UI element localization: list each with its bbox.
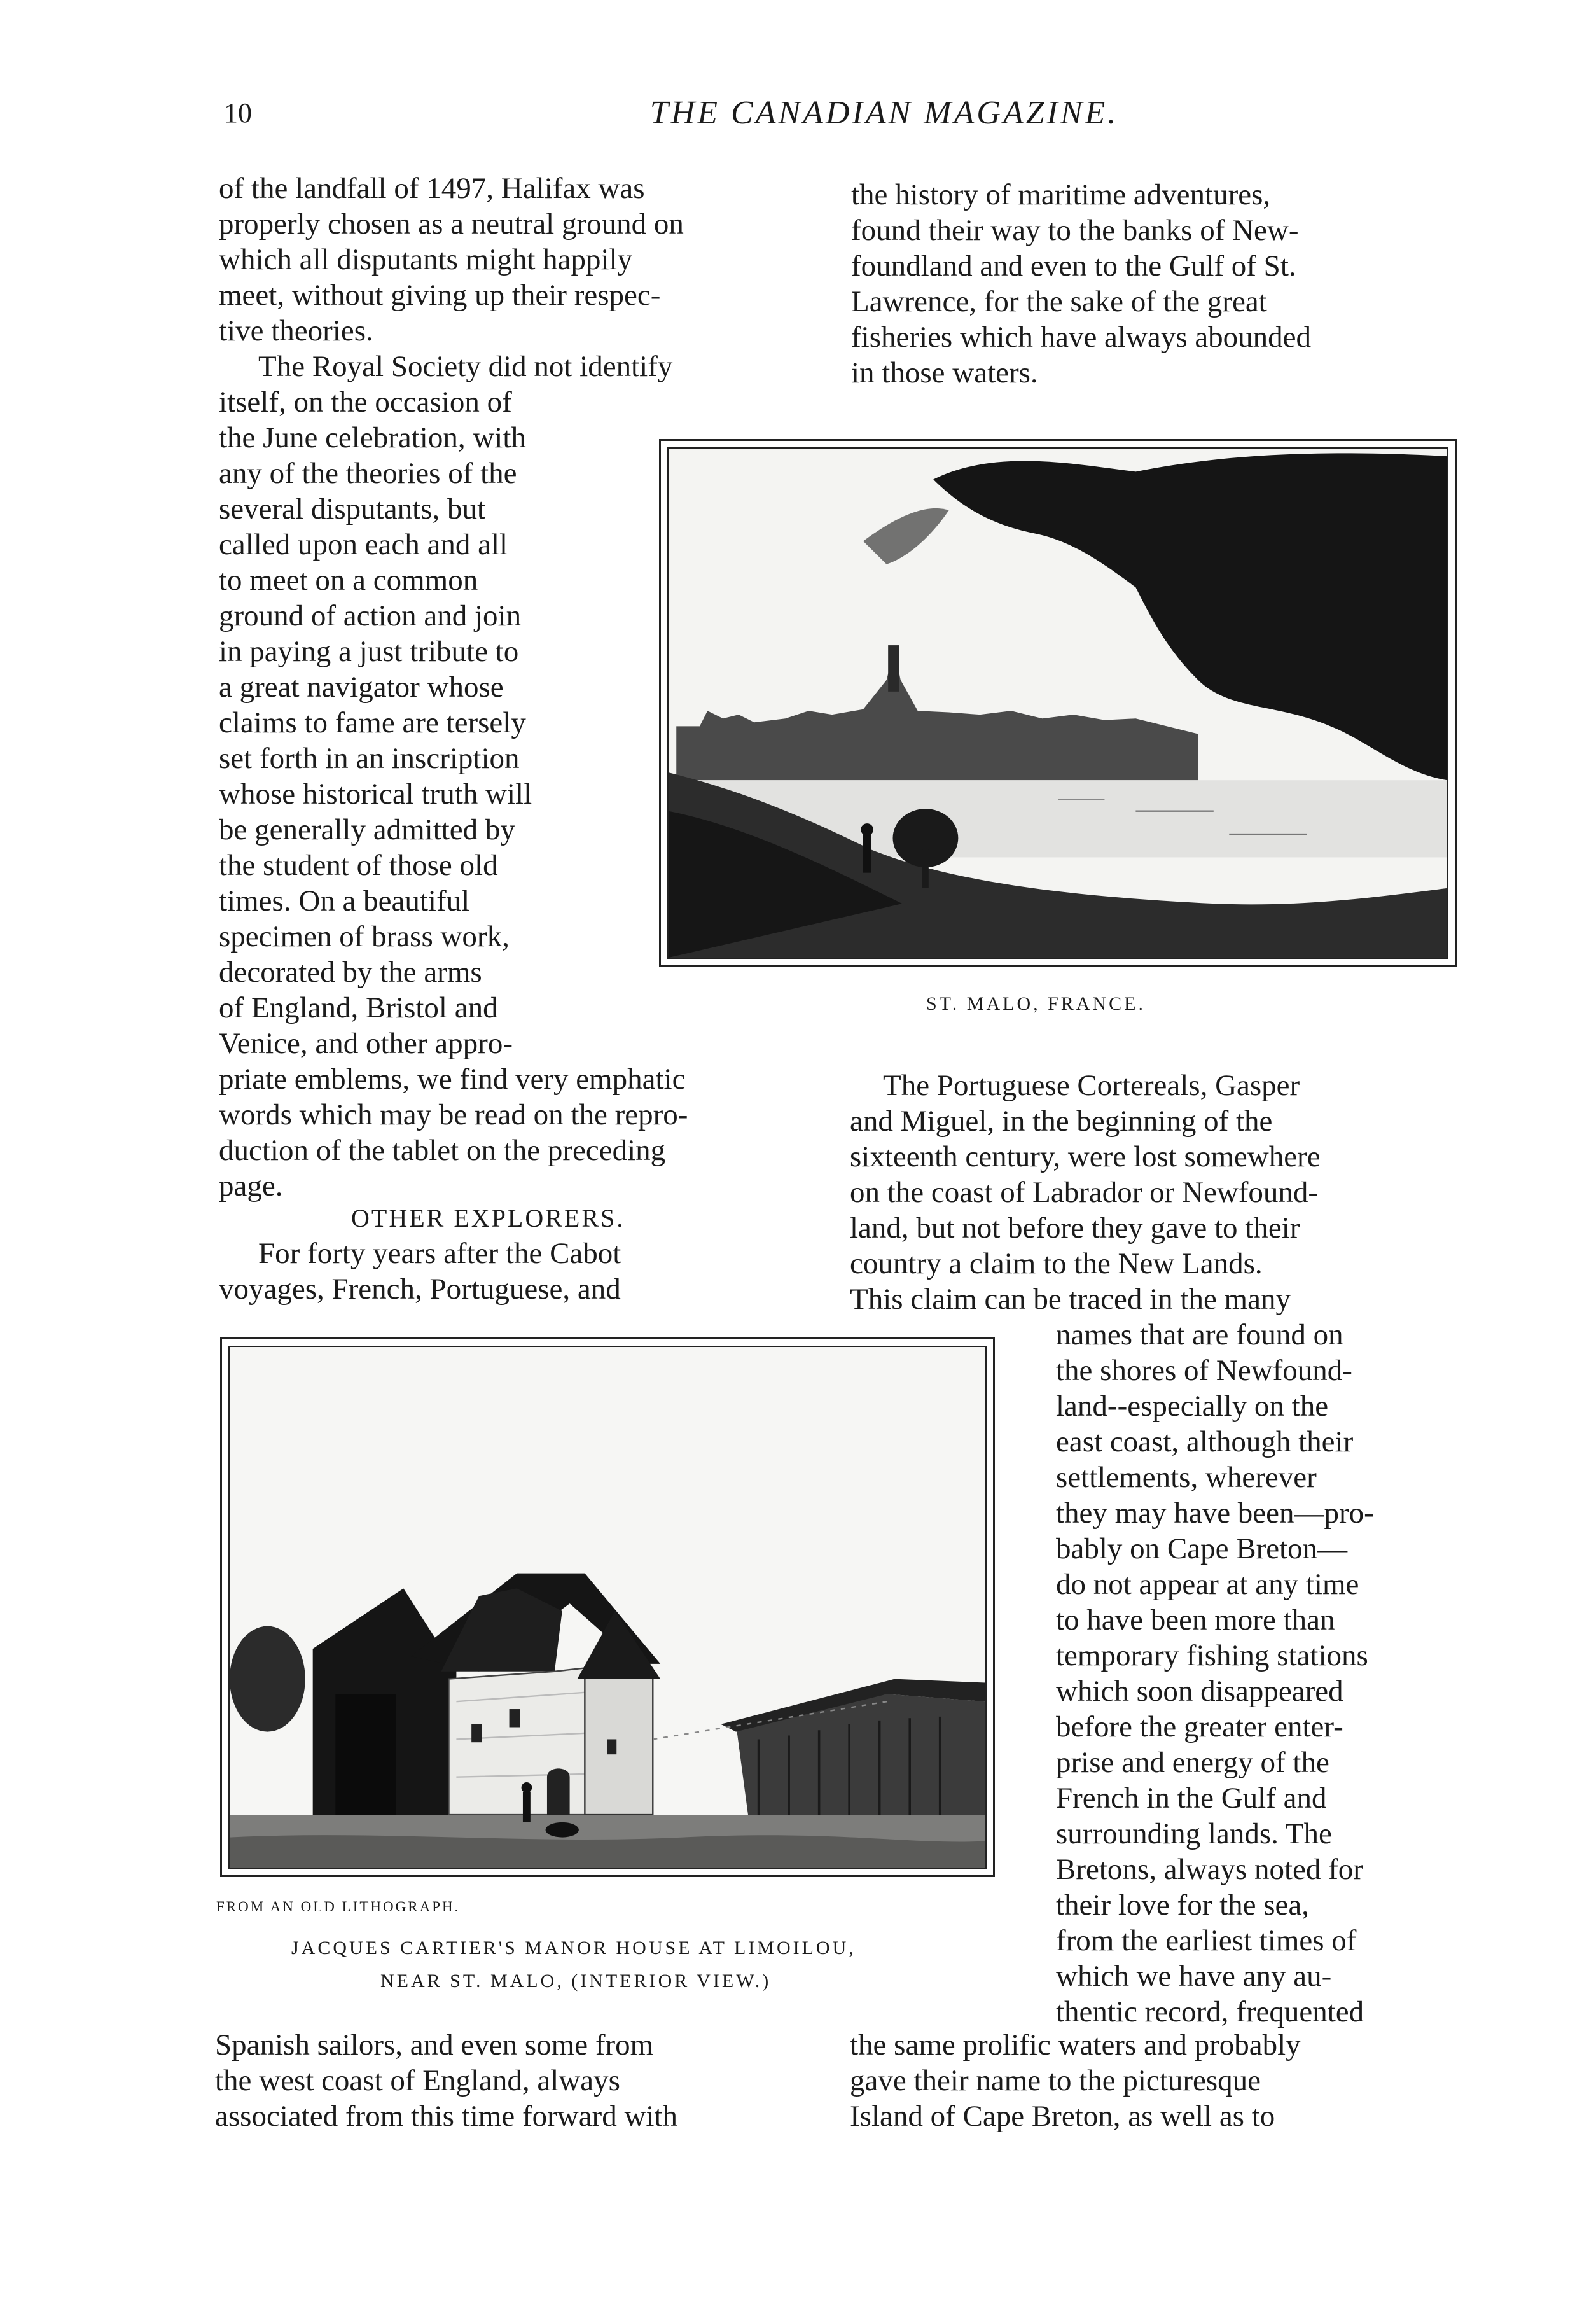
text-line: fisheries which have always abounded	[851, 321, 1312, 354]
text-line: tive theories.	[219, 314, 373, 347]
text-line: the west coast of England, always	[215, 2064, 620, 2097]
text-line: claims to fame are tersely	[219, 706, 526, 739]
text-line: the same prolific waters and probably	[850, 2028, 1301, 2062]
text-line: temporary fishing stations	[1056, 1639, 1368, 1672]
text-line: any of the theories of the	[219, 457, 517, 490]
text-line: specimen of brass work,	[219, 920, 510, 953]
text-line: their love for the sea,	[1056, 1889, 1310, 1922]
text-line: words which may be read on the repro-	[219, 1098, 688, 1131]
text-line: land, but not before they gave to their	[850, 1211, 1300, 1245]
manor-house-caption-line-2: NEAR ST. MALO, (INTERIOR VIEW.)	[380, 1971, 772, 1992]
text-line: land--especially on the	[1056, 1390, 1329, 1423]
text-line: properly chosen as a neutral ground on	[219, 207, 684, 241]
left-column-after-heading	[219, 1236, 823, 1312]
text-line: ground of action and join	[219, 599, 522, 632]
text-line: set forth in an inscription	[219, 742, 520, 775]
text-line: This claim can be traced in the many	[850, 1283, 1291, 1316]
text-line: and Miguel, in the beginning of the	[850, 1105, 1273, 1138]
text-line: to have been more than	[1056, 1603, 1335, 1637]
text-line: The Portuguese Cortereals, Gasper	[883, 1069, 1300, 1102]
text-line: in paying a just tribute to	[219, 635, 519, 668]
text-line: prise and energy of the	[1056, 1746, 1329, 1779]
right-column-bottom-text	[850, 2027, 1454, 2142]
text-line: the shores of Newfound-	[1056, 1354, 1352, 1387]
text-line: whose historical truth will	[219, 778, 532, 811]
text-line: gave their name to the picturesque	[850, 2064, 1261, 2097]
right-column-middle-text	[850, 1068, 1454, 1322]
text-line: the student of those old	[219, 849, 498, 882]
text-line: decorated by the arms	[219, 956, 482, 989]
st-malo-illustration	[659, 439, 1457, 967]
text-line: Venice, and other appro-	[219, 1027, 513, 1060]
text-line: Lawrence, for the sake of the great	[851, 285, 1267, 318]
text-line: sixteenth century, were lost somewhere	[850, 1140, 1321, 1173]
text-line: names that are found on	[1056, 1318, 1343, 1351]
section-heading: OTHER EXPLORERS.	[351, 1204, 625, 1232]
text-line: surrounding lands. The	[1056, 1817, 1332, 1850]
text-line: a great navigator whose	[219, 671, 504, 704]
text-line: Bretons, always noted for	[1056, 1853, 1363, 1886]
page-number: 10	[224, 97, 252, 129]
text-line: country a claim to the New Lands.	[850, 1247, 1263, 1280]
text-line: For forty years after the Cabot	[258, 1237, 621, 1270]
text-line: Spanish sailors, and even some from	[215, 2028, 654, 2062]
text-line: to meet on a common	[219, 564, 478, 597]
text-line: of the landfall of 1497, Halifax was	[219, 172, 645, 205]
manor-house-lithograph	[230, 1347, 985, 1868]
manor-house-caption-line-1: JACQUES CARTIER'S MANOR HOUSE AT LIMOILOU,	[291, 1937, 856, 1958]
text-line: meet, without giving up their respec-	[219, 279, 661, 312]
left-column-bottom-text	[215, 2027, 819, 2142]
text-line: page.	[219, 1169, 283, 1203]
text-line: French in the Gulf and	[1056, 1782, 1327, 1815]
illustration-credit: FROM AN OLD LITHOGRAPH.	[216, 1899, 461, 1915]
text-line: found their way to the banks of New-	[851, 214, 1299, 247]
text-line: The Royal Society did not identify	[258, 350, 673, 383]
text-line: foundland and even to the Gulf of St.	[851, 249, 1296, 283]
text-line: voyages, French, Portuguese, and	[219, 1273, 621, 1306]
text-line: settlements, wherever	[1056, 1461, 1317, 1494]
text-line: duction of the tablet on the preceding	[219, 1134, 666, 1167]
text-line: east coast, although their	[1056, 1425, 1354, 1458]
text-line: from the earliest times of	[1056, 1924, 1357, 1957]
st-malo-engraving	[669, 449, 1447, 958]
st-malo-caption: ST. MALO, FRANCE.	[926, 993, 1146, 1014]
text-line: bably on Cape Breton—	[1056, 1532, 1348, 1565]
manor-house-illustration	[220, 1337, 995, 1877]
text-line: on the coast of Labrador or Newfound-	[850, 1176, 1319, 1209]
text-line: in those waters.	[851, 356, 1038, 389]
text-line: the June celebration, with	[219, 421, 526, 454]
text-line: priate emblems, we find very emphatic	[219, 1063, 686, 1096]
text-line: associated from this time forward with	[215, 2100, 678, 2133]
right-column-top-text	[851, 177, 1449, 393]
text-line: itself, on the occasion of	[219, 386, 512, 419]
text-line: do not appear at any time	[1056, 1568, 1359, 1601]
text-line: which all disputants might happily	[219, 243, 633, 276]
text-line: called upon each and all	[219, 528, 508, 561]
text-line: be generally admitted by	[219, 813, 515, 846]
text-line: times. On a beautiful	[219, 884, 470, 918]
text-line: thentic record, frequented	[1056, 1995, 1364, 2028]
right-column-narrow-text	[1056, 1317, 1457, 2042]
text-line: which soon disappeared	[1056, 1675, 1343, 1708]
text-line: before the greater enter-	[1056, 1710, 1343, 1743]
text-line: they may have been—pro-	[1056, 1497, 1374, 1530]
text-line: the history of maritime adventures,	[851, 178, 1271, 211]
running-head: THE CANADIAN MAGAZINE.	[649, 95, 1119, 131]
text-line: several disputants, but	[219, 492, 486, 526]
text-line: which we have any au-	[1056, 1960, 1332, 1993]
text-line: Island of Cape Breton, as well as to	[850, 2100, 1275, 2133]
text-line: of England, Bristol and	[219, 991, 498, 1024]
